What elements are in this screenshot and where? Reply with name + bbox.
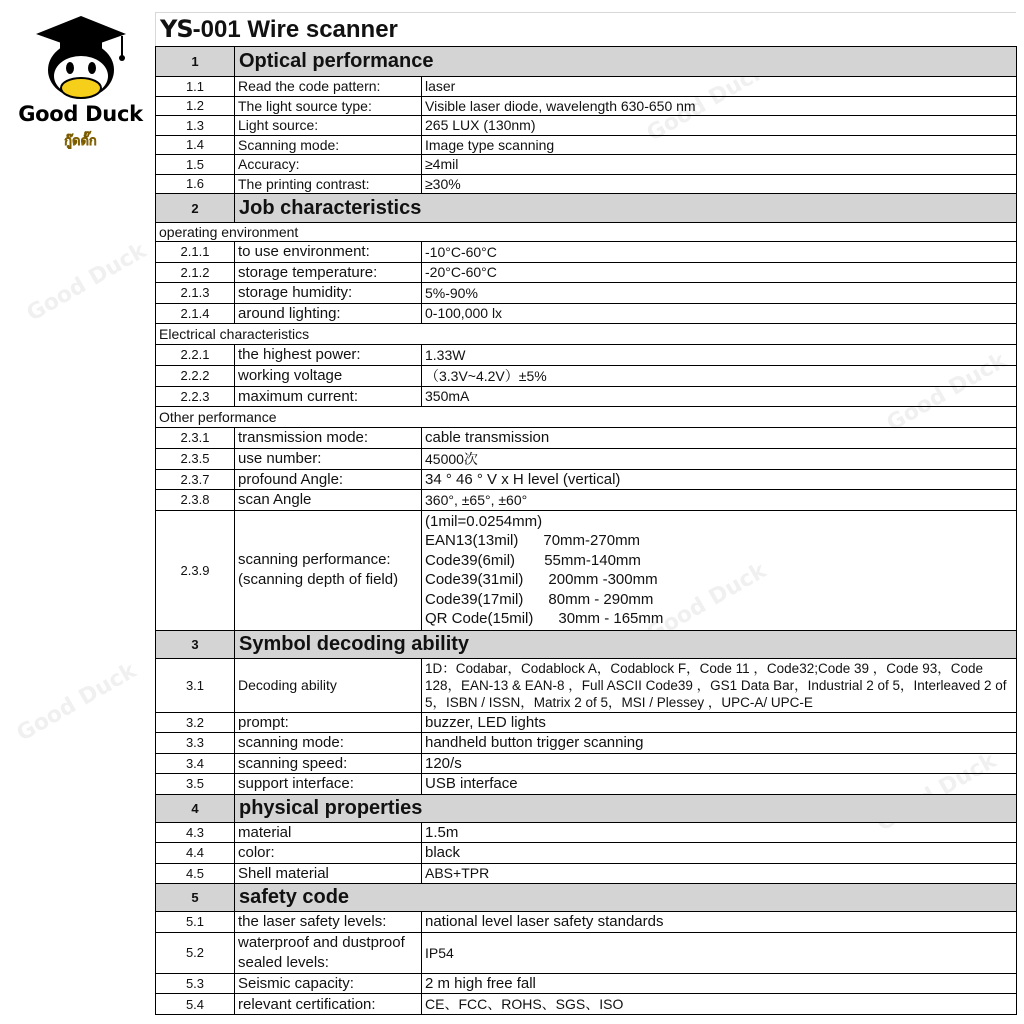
row-value: 2 m high free fall (422, 973, 1017, 994)
row-label: around lighting: (235, 303, 422, 324)
row-value: 265 LUX (130nm) (422, 116, 1017, 136)
table-row (156, 428, 1017, 449)
row-number: 5.4 (156, 994, 235, 1015)
row-label: waterproof and dustproof sealed levels: (235, 932, 422, 973)
row-number: 2.3.1 (156, 428, 235, 449)
table-row (156, 822, 1017, 843)
table-row (156, 242, 1017, 263)
row-label: Accuracy: (235, 155, 422, 175)
row-number: 2.1.3 (156, 283, 235, 304)
row-label: profound Angle: (235, 469, 422, 490)
row-label: Read the code pattern: (235, 77, 422, 97)
row-number: 3.1 (156, 658, 235, 712)
section-header (156, 47, 1017, 77)
watermark-text: Good Duck (882, 348, 1011, 437)
row-number: 5.2 (156, 932, 235, 973)
row-number: 1.1 (156, 77, 235, 97)
row-value: Visible laser diode, wavelength 630-650 nm (422, 96, 1017, 116)
depth-line: QR Code(15mil) 30mm - 165mm (425, 610, 664, 627)
table-row (156, 303, 1017, 324)
table-row (156, 448, 1017, 469)
table-row (156, 932, 1017, 973)
section-title: Job characteristics (235, 194, 1017, 223)
group-label: Other performance (156, 407, 1017, 428)
table-row (156, 155, 1017, 175)
row-label: Decoding ability (235, 658, 422, 712)
section-number: 4 (156, 794, 235, 822)
row-number: 4.5 (156, 863, 235, 884)
row-number: 3.2 (156, 712, 235, 733)
row-number: 3.3 (156, 733, 235, 754)
brand-name: Good Duck (18, 102, 143, 126)
table-row (156, 863, 1017, 884)
row-label: The printing contrast: (235, 174, 422, 194)
section-number: 1 (156, 47, 235, 77)
row-number: 1.2 (156, 96, 235, 116)
depth-line: EAN13(13mil) 70mm-270mm (425, 532, 641, 549)
table-row (156, 912, 1017, 933)
row-value: （3.3V~4.2V）±5% (422, 365, 1017, 386)
spec-table (155, 46, 1017, 1015)
row-value: 34 ° 46 ° V x H level (vertical) (422, 469, 1017, 490)
row-label: color: (235, 843, 422, 864)
row-value: 1.5m (422, 822, 1017, 843)
table-row (156, 712, 1017, 733)
table-row (156, 843, 1017, 864)
row-value (422, 510, 1017, 630)
row-value: Image type scanning (422, 135, 1017, 155)
row-label: support interface: (235, 774, 422, 795)
row-number: 2.2.3 (156, 386, 235, 407)
row-label: the laser safety levels: (235, 912, 422, 933)
row-label-line: scanning performance: (238, 551, 391, 568)
table-row (156, 774, 1017, 795)
row-value: cable transmission (422, 428, 1017, 449)
row-label: material (235, 822, 422, 843)
watermark-text: Good Duck (872, 748, 1001, 837)
row-number: 5.3 (156, 973, 235, 994)
duck-mascot-icon (34, 14, 128, 104)
row-label: prompt: (235, 712, 422, 733)
spec-sheet (155, 12, 1016, 1015)
row-label: maximum current: (235, 386, 422, 407)
row-number: 5.1 (156, 912, 235, 933)
table-row (156, 469, 1017, 490)
watermark-text: Good Duck (642, 558, 771, 647)
row-label: relevant certification: (235, 994, 422, 1015)
group-header (156, 223, 1017, 242)
row-value: black (422, 843, 1017, 864)
row-number: 2.3.8 (156, 490, 235, 511)
section-number: 5 (156, 884, 235, 912)
row-value: -20°C-60°C (422, 262, 1017, 283)
table-row (156, 994, 1017, 1015)
table-row (156, 116, 1017, 136)
table-row (156, 490, 1017, 511)
row-label: to use environment: (235, 242, 422, 263)
row-value: 5%-90% (422, 283, 1017, 304)
table-row (156, 365, 1017, 386)
row-label: scanning mode: (235, 733, 422, 754)
group-label: operating environment (156, 223, 1017, 242)
row-number: 4.3 (156, 822, 235, 843)
group-header (156, 407, 1017, 428)
table-row (156, 283, 1017, 304)
row-label: Scanning mode: (235, 135, 422, 155)
row-label: scan Angle (235, 490, 422, 511)
depth-line: Code39(6mil) 55mm-140mm (425, 551, 641, 569)
row-value: 0-100,000 lx (422, 303, 1017, 324)
row-value: CE、FCC、ROHS、SGS、ISO (422, 994, 1017, 1015)
table-row (156, 733, 1017, 754)
row-number: 1.5 (156, 155, 235, 175)
section-header (156, 884, 1017, 912)
row-number: 1.4 (156, 135, 235, 155)
row-number: 2.1.2 (156, 262, 235, 283)
row-value: ≥4mil (422, 155, 1017, 175)
row-number: 2.3.9 (156, 510, 235, 630)
row-value: 350mA (422, 386, 1017, 407)
row-value: buzzer, LED lights (422, 712, 1017, 733)
table-row (156, 345, 1017, 366)
section-header (156, 794, 1017, 822)
row-number: 2.1.4 (156, 303, 235, 324)
row-value: 120/s (422, 753, 1017, 774)
row-value: laser (422, 77, 1017, 97)
row-number: 2.2.2 (156, 365, 235, 386)
section-header (156, 194, 1017, 223)
group-header (156, 324, 1017, 345)
row-label: use number: (235, 448, 422, 469)
row-label: storage temperature: (235, 262, 422, 283)
row-label: Light source: (235, 116, 422, 136)
watermark-text: Good Duck (22, 238, 151, 327)
section-title: physical properties (235, 794, 1017, 822)
row-label: the highest power: (235, 345, 422, 366)
table-row (156, 753, 1017, 774)
row-value: 360°, ±65°, ±60° (422, 490, 1017, 511)
section-title: Optical performance (235, 47, 1017, 77)
row-number: 1.6 (156, 174, 235, 194)
depth-line: (1mil=0.0254mm) (425, 512, 543, 530)
section-title: safety code (235, 884, 1017, 912)
table-row (156, 262, 1017, 283)
depth-line: Code39(31mil) 200mm -300mm (425, 571, 658, 588)
group-label: Electrical characteristics (156, 324, 1017, 345)
row-label: working voltage (235, 365, 422, 386)
row-value: handheld button trigger scanning (422, 733, 1017, 754)
row-number: 2.1.1 (156, 242, 235, 263)
row-number: 2.3.7 (156, 469, 235, 490)
depth-line: Code39(17mil) 80mm - 290mm (425, 590, 654, 608)
table-row (156, 77, 1017, 97)
row-value: USB interface (422, 774, 1017, 795)
row-label-line: (scanning depth of field) (238, 571, 399, 588)
table-row (156, 174, 1017, 194)
section-header (156, 630, 1017, 658)
row-value: 1.33W (422, 345, 1017, 366)
row-label: Seismic capacity: (235, 973, 422, 994)
section-number: 3 (156, 630, 235, 658)
row-number: 2.2.1 (156, 345, 235, 366)
row-number: 1.3 (156, 116, 235, 136)
section-number: 2 (156, 194, 235, 223)
watermark-text: Good Duck (642, 58, 771, 147)
row-value: national level laser safety standards (422, 912, 1017, 933)
row-value: ≥30% (422, 174, 1017, 194)
table-row (156, 510, 1017, 630)
row-number: 3.5 (156, 774, 235, 795)
table-row (156, 135, 1017, 155)
table-row (156, 96, 1017, 116)
row-number: 2.3.5 (156, 448, 235, 469)
row-label: scanning speed: (235, 753, 422, 774)
page-title (155, 12, 1016, 46)
row-label: The light source type: (235, 96, 422, 116)
brand-subtitle: กู๊ดดั๊ก (64, 134, 97, 149)
title-model-prefix: YS (160, 15, 193, 43)
row-number: 4.4 (156, 843, 235, 864)
row-number: 3.4 (156, 753, 235, 774)
row-value: IP54 (422, 932, 1017, 973)
table-row (156, 658, 1017, 712)
table-row (156, 386, 1017, 407)
row-value: 1D：Codabar，Codablock A，Codablock F，Code 11 ，Code32;Code 39 ，Code 93，Code 128，EAN-13 & EAN-8 ，Full ASCII Code39 ，GS1 Data Bar，Industrial 2 of 5，Interleaved 2 of 5，ISBN / ISSN，Matrix 2 of 5，MSI / Plessey ，UPC-A/ UPC-E (422, 658, 1017, 712)
row-value: ABS+TPR (422, 863, 1017, 884)
title-text: -001 Wire scanner (192, 16, 398, 43)
watermark-text: Good Duck (12, 658, 141, 747)
row-value: 45000次 (422, 448, 1017, 469)
row-label (235, 510, 422, 630)
row-label: Shell material (235, 863, 422, 884)
brand-logo (8, 14, 153, 149)
row-label: transmission mode: (235, 428, 422, 449)
table-row (156, 973, 1017, 994)
row-label: storage humidity: (235, 283, 422, 304)
row-value: -10°C-60°C (422, 242, 1017, 263)
section-title: Symbol decoding ability (235, 630, 1017, 658)
